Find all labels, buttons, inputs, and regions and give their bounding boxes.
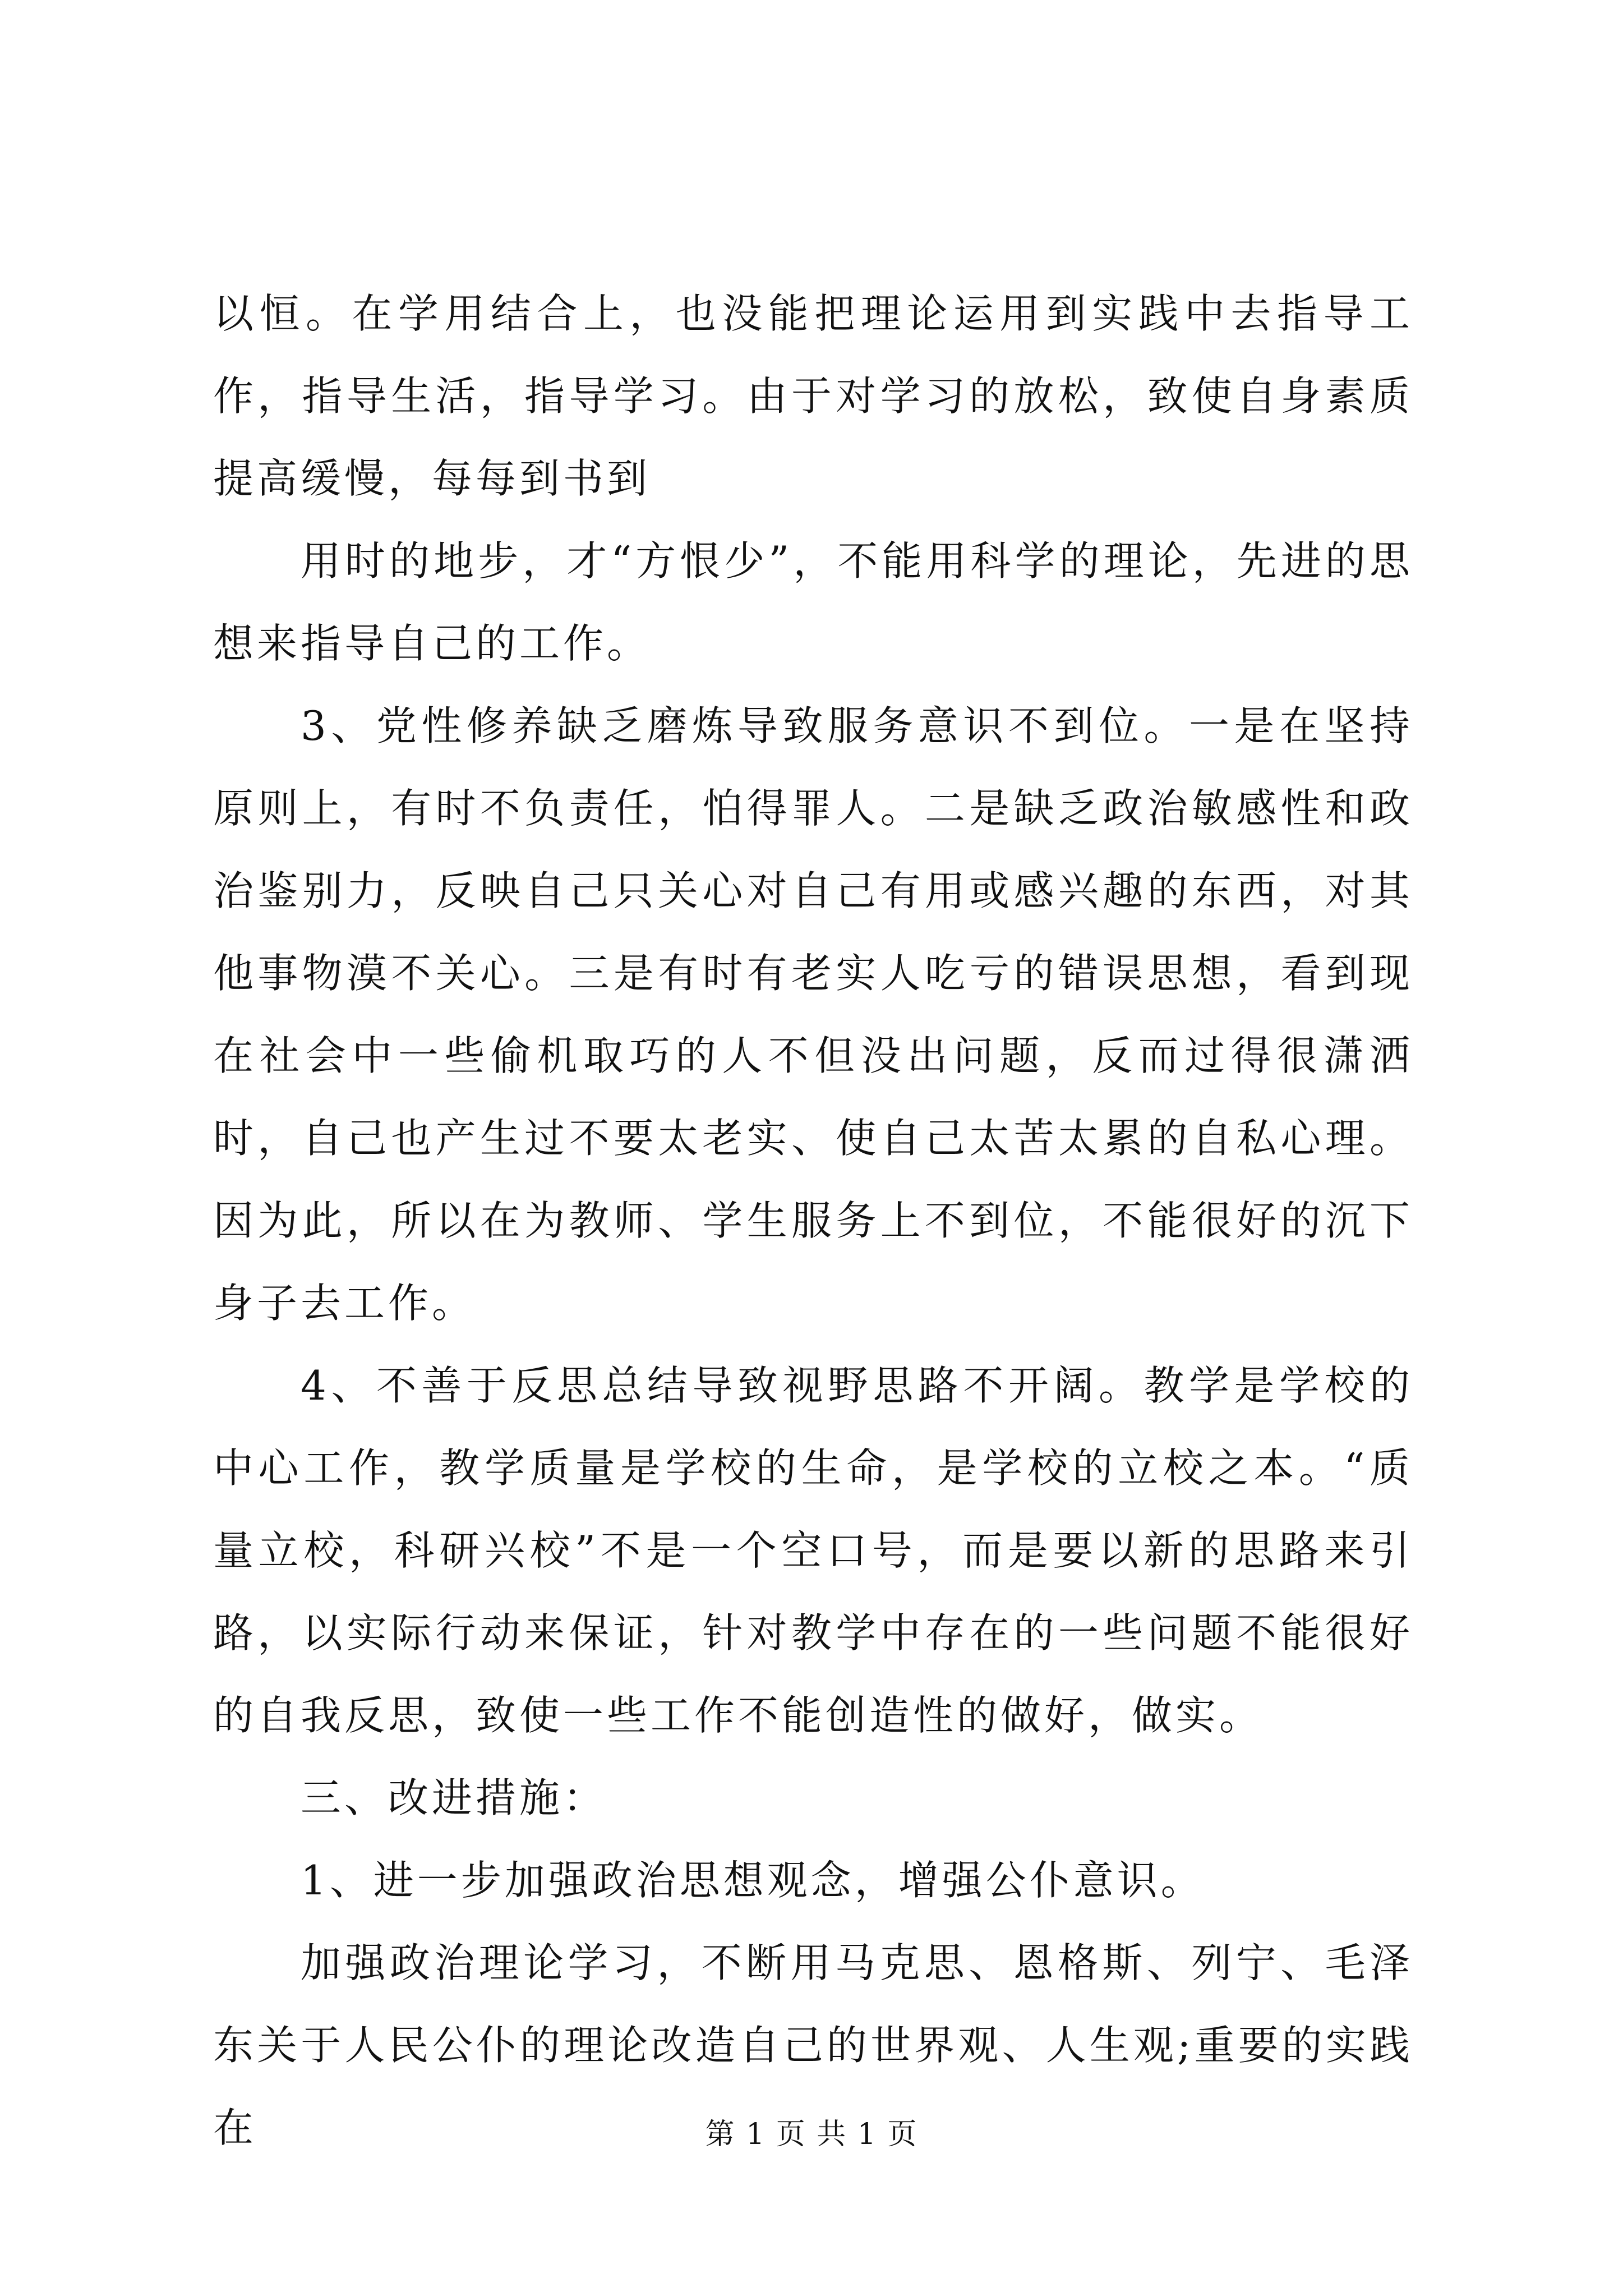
- document-body: [213, 273, 1413, 2169]
- paragraph-1: 以恒。在学用结合上，也没能把理论运用到实践中去指导工作，指导生活，指导学习。由于对学习的放松，致使自身素质提高缓慢，每每到书到: [213, 290, 1413, 502]
- paragraph-4: 4、不善于反思总结导致视野思路不开阔。教学是学校的中心工作，教学质量是学校的生命，是学校的立校之本。“质量立校，科研兴校”不是一个空口号，而是要以新的思路来引路，以实际行动来保证，针对教学中存在的一些问题不能很好的自我反思，致使一些工作不能创造性的做好，做实。: [213, 1362, 1413, 1739]
- paragraph-7: 加强政治理论学习，不断用马克思、恩格斯、列宁、毛泽东关于人民公仆的理论改造自己的世界观、人生观;重要的实践在: [213, 1939, 1413, 2151]
- page-footer: 第 1 页 共 1 页: [705, 2118, 918, 2151]
- paragraph-6: 1、进一步加强政治思想观念，增强公仆意识。: [301, 1857, 1205, 1904]
- paragraph-2: 用时的地步，才“方恨少”，不能用科学的理论，先进的思想来指导自己的工作。: [213, 537, 1413, 667]
- paragraph-3: 3、党性修养缺乏磨炼导致服务意识不到位。一是在坚持原则上，有时不负责任，怕得罪人。二是缺乏政治敏感性和政治鉴别力，反映自己只关心对自己有用或感兴趣的东西，对其他事物漠不关心。三是有时有老实人吃亏的错误思想，看到现在社会中一些偷机取巧的人不但没出问题，反而过得很潇洒时，自己也产生过不要太老实、使自己太苦太累的自私心理。因为此，所以在为教师、学生服务上不到位，不能很好的沉下身子去工作。: [213, 702, 1413, 1327]
- section-heading-improvements: 三、改进措施：: [301, 1774, 607, 1821]
